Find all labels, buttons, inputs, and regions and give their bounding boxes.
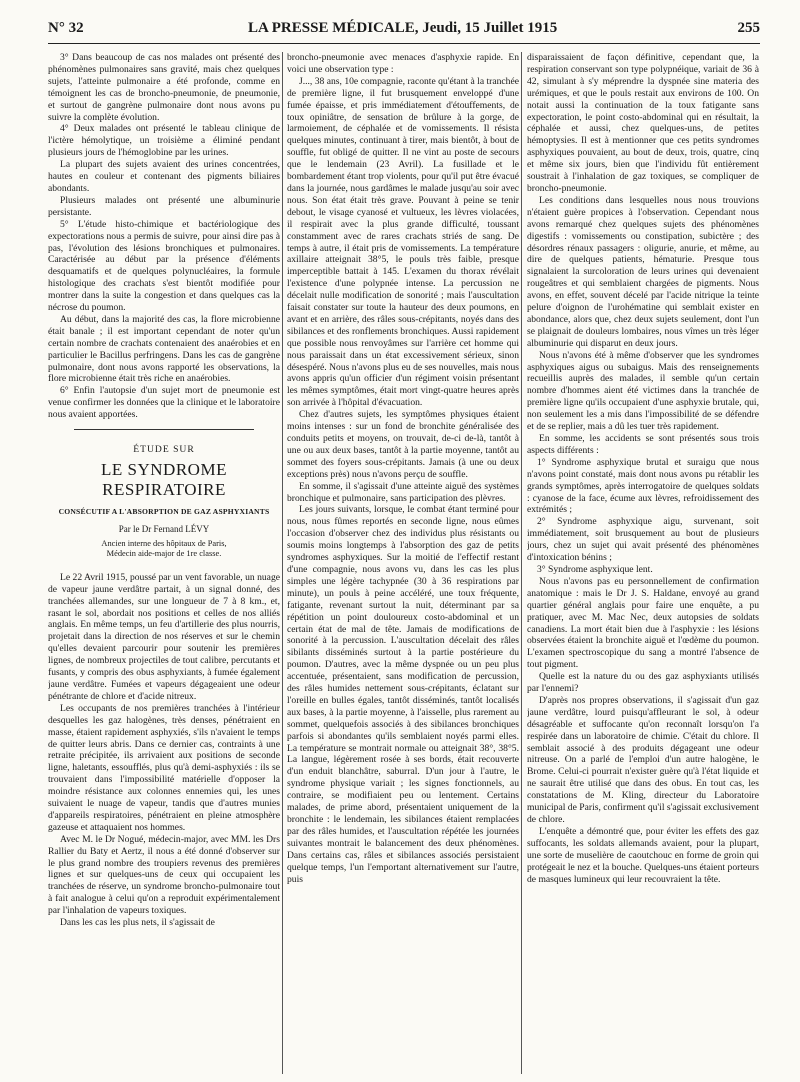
column-divider: [282, 52, 283, 1074]
paragraph: Les conditions dans lesquelles nous nous trouvions n'étaient guère propices à l'observation. Cependant nous avons remarqué chez quelques sujets des phénomènes digestifs : vomissements ou constipation, subictère ; des désordres rénaux passagers : oligurie, anurie, et même, au dire de quelques patients, hématurie. Presque tous signalaient la surcoloration de leurs urines qui devenaient rougeâtres et qui semblaient chargées de pigments. Nous avons, en effet, souvent décelé par l'acide nitrique la teinte pelure d'oignon de l'urohématine qui semblait exister en abondance, alors que, chez deux sujets seulement, dont l'un se plaignait de douleurs lombaires, nous vîmes un très léger albuminurie qui disparut en deux jours.: [527, 194, 759, 349]
paragraph: Quelle est la nature du ou des gaz asphyxiants utilisés par l'ennemi?: [527, 671, 759, 695]
article-kicker: ÉTUDE SUR: [133, 444, 195, 456]
paragraph: J..., 38 ans, 10e compagnie, raconte qu'étant à la tranchée de première ligne, il fut brusquement enveloppé d'une fumée épaisse, et pris immédiatement d'étouffements, de toux opiniâtre, de sensation de brûlure à la gorge, de larmoiement, de céphalée et de vomissements. Il résista quelques minutes, continuant à tirer, mais bientôt, à bout de souffle, fut obligé de quitter. Il ne vint au poste de secours que le lendemain (23 Avril). La fusillade et le bombardement étant trop violents, pour qu'il put être évacué dans la journée, nous gardâmes le malade jusqu'au soir avec nous. Son état était très grave. Pouvant à peine se tenir debout, le visage cyanosé et vultueux, les lèvres violacées, il respirait avec la plus grande difficulté, toussant constamment avec de rares crachats striés de sang. De temps à autre, il était pris de vomissements. La température axillaire atteignait 38°5, le pouls très faible, presque imperceptible battait à 145. L'examen du thorax révélait l'existence d'une polypnée intense. La percussion ne décelait nulle modification de sonorité ; mais l'auscultation faisait constater sur toute la hauteur des deux poumons, en avant et en arrière, des râles sous-crépitants, noyés dans des sibilances et des ronflements bronchiques. Aussi rapidement que possible nous renvoyâmes sur l'arrière cet homme qui nous paraissait dans un état excessivement sérieux, sinon désespéré. Nous n'avons plus eu de ses nouvelles, mais nous avons appris qu'un officier d'un régiment voisin présentant les mêmes symptômes, était mort vingt-quatre heures après son arrivée à l'hôpital d'évacuation.: [287, 75, 519, 409]
paragraph: L'enquête a démontré que, pour éviter les effets des gaz suffocants, les soldats allemands avaient, pour la plupart, une sorte de muselière de caoutchouc en forme de groin qui protégeait le nez et la bouche. Quelques-uns étaient porteurs de masques lumineux qui leur recouvraient la tête.: [527, 825, 759, 885]
paragraph: La plupart des sujets avaient des urines concentrées, hautes en couleur et contenant des pigments biliaires abondants.: [48, 159, 280, 194]
article-subtitle: CONSÉCUTIF A L'ABSORPTION DE GAZ ASPHYXIANTS: [58, 507, 270, 516]
paragraph: Les occupants de nos premières tranchées à l'intérieur desquelles les gaz halogènes, très denses, pénétraient en masse, étaient rapidement asphyxiés, s'ils n'avaient le temps de quitter leurs abris. Dans ce dernier cas, contraints à une retraite précipitée, ils arrivaient aux positions de seconde ligne, haletants, essoufflés, plus qu'à demi-asphyxiés : ils se trouvaient dans l'impossibilité matérielle d'opposer la moindre résistance aux colonnes ennemies qui, les unes suivaient le nuage de vapeur, tandis que d'autres munies d'appareils respiratoires, pénétraient en pleine atmosphère gazeuse et attaquaient nos hommes.: [48, 702, 280, 833]
header-rule: [48, 43, 760, 44]
list-item: 2° Syndrome asphyxique aigu, survenant, soit immédiatement, soit brusquement au bout de plusieurs jours, chez un sujet qui avait présenté des phénomènes d'intoxication bénins ;: [527, 516, 759, 564]
list-item: 1° Syndrome asphyxique brutal et suraigu que nous n'avons point constaté, mais dont nous avons pu rétablir les grands symptômes, après interrogatoire de quelques soldats : cyanose de la face, écume aux lèvres, refroidissement des extrémités ;: [527, 456, 759, 516]
paragraph: Le 22 Avril 1915, poussé par un vent favorable, un nuage de vapeur jaune verdâtre partait, à un signal donné, des tranchées allemandes, sur une longueur de 7 à 8 km., et, rasant le sol, abordait nos positions et celles de nos alliés anglais. En même temps, un feu d'artillerie des plus nourris, projetait dans la direction de nos réserves et sur le chemin qu'elles devaient parcourir pour soutenir les premières lignes, de nombreux projectiles de tout calibre, percutants et fusants, y compris des obus asphyxiants, à fumée également jaune verdâtre. Fumées et vapeurs dégageaient une odeur pénétrante de chlore et d'acide nitreux.: [48, 571, 280, 702]
paragraph: 4° Deux malades ont présenté le tableau clinique de l'ictère hémolytique, un troisième a éliminé pendant plusieurs jours de l'hémoglobine par les urines.: [48, 123, 280, 159]
column-3: [527, 52, 759, 1074]
paragraph: Nous n'avons pas eu personnellement de confirmation anatomique : mais le Dr J. S. Haldane, envoyé au grand quartier général anglais pour faire une enquête, a pu pratiquer, avec M. Mac Nec, deux autopsies de soldats canadiens. La mort était bien due à l'asphyxie : les lésions observées étaient la bronchite aiguë et l'œdème du poumon. L'examen spectroscopique du sang a montré l'absence de tout pigment.: [527, 575, 759, 671]
paragraph: Les jours suivants, lorsque, le combat étant terminé pour nous, nous fûmes reportés en seconde ligne, nous eûmes l'occasion d'observer chez des individus plus résistants ou soumis moins longtemps à l'absorption des gaz de petits syndromes asphyxiques. Sur la moitié de l'effectif restant d'une compagnie, nous avons vu, dans les cas les plus simples une légère tachypnée (30 à 36 respirations par minute), un pouls à peine accéléré, une toux fréquente, fatigante, revenant surtout la nuit, déterminant par sa répétition un point douloureux costo-abdominal et un certain état de mal de tête. Jamais de modifications de sonorité à la percussion. L'auscultation décelait des râles sibilants disséminés surtout à la partie postérieure du poumon. D'autres, avec la même dyspnée ou un peu plus accentuée, présentaient, sans modification de percussion, des râles humides nettement sous-crépitants, éclatant sur l'oreille en bulles égales, tantôt disséminés, tantôt localisés aux bases, à la partie moyenne, à l'aisselle, plus rarement au sommet, quelquefois associés à des sibilances bronchiques parfois si abondantes qu'ils semblaient noyés parmi elles. La température se montrait normale ou atteignait 38°, 38°5. La langue, légèrement rosée à ses bords, était recouverte d'un enduit blanchâtre, saburral. D'un jour à l'autre, le syndrome physique variait ; les signes fonctionnels, au contraire, se modifiaient peu ou lentement. Certains malades, de prime abord, présentaient uniquement de la bronchite : le lendemain, les sibilances étaient remplacées par des râles humides, et l'auscultation répétée les journées suivantes montrait le balancement des deux phénomènes. Dans certains cas, râles et sibilances associés persistaient quelque temps, l'un l'emportant alternativement sur l'autre, puis: [287, 504, 519, 885]
paragraph: D'après nos propres observations, il s'agissait d'un gaz jaune verdâtre, lourd puisqu'affleurant le sol, à odeur désagréable et suffocante qu'on reconnaît lorsqu'on l'a respirée dans un laboratoire de chimie. C'était du chlore. Il semblait associé à des produits dégageant une odeur nitreuse. On a parlé de l'emploi d'un autre halogène, le Brome. Celui-ci pourrait n'exister guère qu'à l'état liquide et ne saurait être utilisé que dans des obus. En tout cas, les constatations de M. Kling, directeur du Laboratoire municipal de Paris, confirment qu'il s'agissait exclusivement de chlore.: [527, 694, 759, 825]
paragraph: 6° Enfin l'autopsie d'un sujet mort de pneumonie est venue confirmer les données que la clinique et le laboratoire nous avaient apportées.: [48, 385, 280, 421]
journal-title: LA PRESSE MÉDICALE, Jeudi, 15 Juillet 1915: [248, 20, 558, 36]
paragraph: 3° Dans beaucoup de cas nos malades ont présenté des phénomènes pulmonaires sans gravité, mais chez quelques sujets, l'atteinte pulmonaire a été profonde, comme en témoignent les cas de broncho-pneumonie, de pneumonie, et surtout de gangrène pulmonaire dont nous avons pu suivre la complète évolution.: [48, 52, 280, 123]
paragraph: En somme, les accidents se sont présentés sous trois aspects différents :: [527, 433, 759, 456]
issue-number: N° 32: [48, 20, 84, 36]
article-affiliation: [48, 539, 280, 560]
paragraph: Dans les cas les plus nets, il s'agissait de: [60, 917, 215, 929]
paragraph: disparaissaient de façon définitive, cependant que, la respiration conservant son type polypnéique, variait de 36 à 42, simulant à s'y méprendre la dyspnée sine materia des urémiques, et que le pouls restait aux environs de 100. On notait aussi la continuation de la toux fatigante sans expectoration, le point costo-abdominal qui en résultait, la céphalée et aussi, chez quelques-uns, de petites hémoptysies. Il est à mentionner que ces petits syndromes asphyxiques pouvaient, au bout de deux, trois, quatre, cinq et même six jours, bien que l'individu fût entièrement soustrait à l'inhalation de gaz toxiques, se compliquer de broncho-pneumonie.: [527, 52, 759, 194]
column-divider: [521, 52, 522, 1074]
paragraph: Nous n'avons été à même d'observer que les syndromes asphyxiques aigus ou subaigus. Mais des renseignements recueillis auprès des malades, il semble qu'un certain nombre d'hommes aient été victimes dans la tranchée de première ligne qu'ils occupaient d'une asphyxie brutale, qui, non seulement les a mis dans l'impossibilité de se défendre et de se replier, mais a dû les tuer très rapidement.: [527, 349, 759, 433]
paragraph: En somme, il s'agissait d'une atteinte aiguë des systèmes bronchique et pulmonaire, sans participation des plèvres.: [287, 480, 519, 504]
paragraph: Chez d'autres sujets, les symptômes physiques étaient moins intenses : sur un fond de bronchite généralisée des conduits petits et moyens, on trouvait, de-ci de-là, tantôt à une ou aux deux bases, tantôt à la partie moyenne, tantôt au sommet des foyers sous-crépitants. Jamais (à une ou deux exceptions près) nous n'avons perçu de souffle.: [287, 409, 519, 480]
list-item: 3° Syndrome asphyxique lent.: [537, 563, 653, 575]
affiliation-line: Ancien interne des hôpitaux de Paris,: [101, 538, 227, 548]
paragraph: 5° L'étude histo-chimique et bactériologique des expectorations nous a permis de suivre, pour ainsi dire pas à pas, l'évolution des lésions bronchiques et pulmonaires. Caractérisée au début par la présence d'éléments desquamatifs et de quelques polynucléaires, la formule histologique des crachats s'est bientôt modifiée pour montrer dans la suite la congestion et dans quelques cas la nécrose du poumon.: [48, 218, 280, 314]
article-title: LE SYNDROME RESPIRATOIRE: [101, 460, 227, 499]
column-1: [48, 52, 280, 1074]
paragraph: Avec M. le Dr Nogué, médecin-major, avec MM. les Drs Rallier du Baty et Aertz, il nous a été donné d'observer sur le plus grand nombre des troupiers revenus des premières lignes et sur quelques-uns de ceux qui occupaient les tranchées de réserve, un syndrome broncho-pulmonaire tout à fait analogue à celui qu'on a reproduit expérimentalement par l'inhalation de vapeurs toxiques.: [48, 833, 280, 917]
article-separator: [74, 429, 254, 430]
page-number: 255: [737, 20, 760, 36]
running-header: [48, 20, 760, 42]
paragraph: Au début, dans la majorité des cas, la flore microbienne était banale ; il est important cependant de noter qu'un certain nombre de crachats contenaient des anaérobies et en particulier le Bacillus perfringens. Dans les cas de gangrène pulmonaire, dont nous avons rapporté les observations, la flore microbienne était très riche en anaérobies.: [48, 313, 280, 385]
paragraph: Plusieurs malades ont présenté une albuminurie persistante.: [48, 194, 280, 218]
article-author: Par le Dr Fernand LÉVY: [118, 523, 210, 534]
paragraph: broncho-pneumonie avec menaces d'asphyxie rapide. En voici une observation type :: [287, 52, 519, 75]
column-2: [287, 52, 519, 1074]
affiliation-line: Médecin aide-major de 1re classe.: [106, 549, 222, 559]
